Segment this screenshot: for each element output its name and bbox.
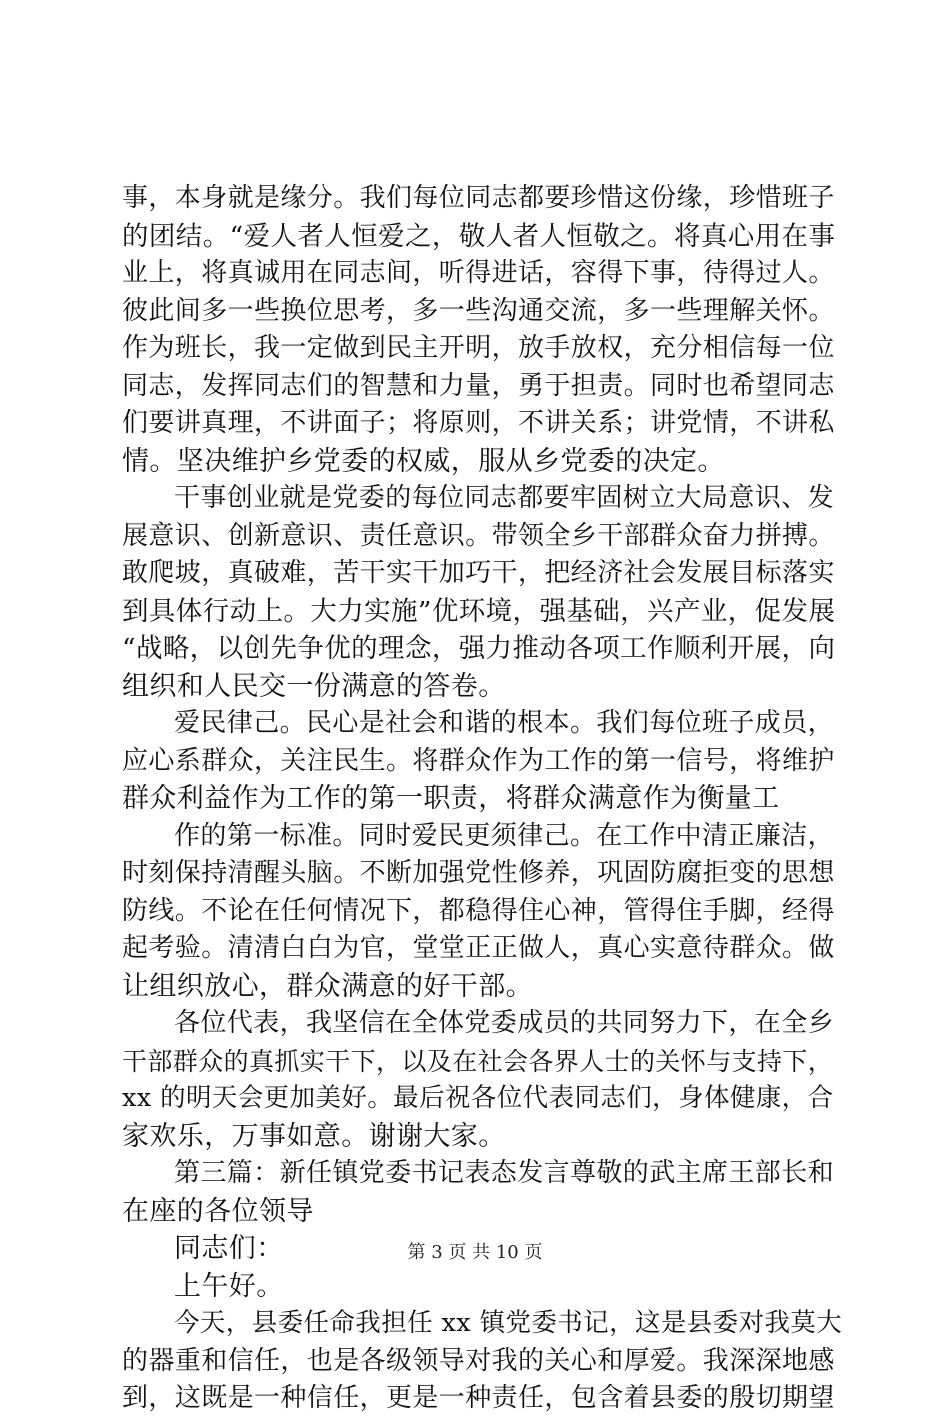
- text-line: 同志们：: [174, 1233, 284, 1264]
- text-line: 防线。不论在任何情况下，都稳得住心神，管得住手脚，经得: [122, 895, 835, 926]
- text-line: 群众利益作为工作的第一职责，将群众满意作为衡量工: [122, 783, 780, 814]
- text-line: 作为班长，我一定做到民主开明，放手放权，充分相信每一位: [122, 333, 835, 363]
- text-line: 们要讲真理，不讲面子；将原则，不讲关系；讲党情，不讲私: [122, 408, 835, 438]
- text-line: 作的第一标准。同时爱民更须律己。在工作中清正廉洁，: [174, 820, 835, 851]
- text-line: 时刻保持清醒头脑。不断加强党性修养，巩固防腐拒变的思想: [122, 858, 835, 888]
- text-line: 的器重和信任，也是各级领导对我的关心和厚爱。我深深地感: [122, 1345, 835, 1376]
- text-line: 应心系群众，关注民生。将群众作为工作的第一信号，将维护: [122, 745, 835, 776]
- text-line: 展意识、创新意识、责任意识。带领全乡干部群众奋力拼搏。: [122, 520, 835, 551]
- text-line: 的团结。“爱人者人恒爱之，敬人者人恒敬之。将真心用在事: [122, 220, 836, 252]
- text-line: 同志，发挥同志们的智慧和力量，勇于担责。同时也希望同志: [122, 370, 835, 401]
- text-line: “战略，以创先争优的理念，强力推动各项工作顺利开展，向: [122, 633, 836, 664]
- text-line: 干部群众的真抓实干下，以及在社会各界人士的关怀与支持下，: [122, 1046, 834, 1076]
- text-line: xx 的明天会更加美好。最后祝各位代表同志们，身体健康，合: [122, 1083, 834, 1113]
- text-line: 让组织放心，群众满意的好干部。: [122, 970, 533, 1002]
- page-footer: 第 3 页 共 10 页: [407, 1242, 543, 1263]
- text-line: 组织和人民交一份满意的答卷。: [122, 670, 506, 702]
- text-line: 到具体行动上。大力实施”优环境，强基础，兴产业，促发展: [122, 595, 836, 627]
- text-line: 业上，将真诚用在同志间，听得进话，容得下事，待得过人。: [122, 258, 835, 288]
- text-line: 事，本身就是缘分。我们每位同志都要珍惜这份缘，珍惜班子: [122, 183, 835, 213]
- text-line: 各位代表，我坚信在全体党委成员的共同努力下，在全乡: [174, 1008, 835, 1038]
- text-line: 干事创业就是党委的每位同志都要牢固树立大局意识、发: [174, 483, 835, 513]
- text-line: 爱民律己。民心是社会和谐的根本。我们每位班子成员，: [174, 708, 835, 738]
- text-line: 敢爬坡，真破难，苦干实干加巧干，把经济社会发展目标落实: [122, 558, 835, 588]
- text-line: 在座的各位领导: [122, 1195, 314, 1227]
- text-line: 彼此间多一些换位思考，多一些沟通交流，多一些理解关怀。: [122, 295, 835, 326]
- text-line: 起考验。清清白白为官，堂堂正正做人，真心实意待群众。做: [122, 933, 835, 963]
- text-line: 到，这既是一种信任，更是一种责任，包含着县委的殷切期望: [122, 1383, 835, 1413]
- document-body: [122, 180, 842, 1418]
- text-line: 家欢乐，万事如意。谢谢大家。: [122, 1120, 506, 1152]
- text-line: 情。坚决维护乡党委的权威，服从乡党委的决定。: [122, 445, 725, 477]
- text-line: 上午好。: [174, 1270, 284, 1302]
- text-line: 第三篇：新任镇党委书记表态发言尊敬的武主席王部长和: [174, 1158, 835, 1188]
- text-line: 今天，县委任命我担任 xx 镇党委书记，这是县委对我莫大: [174, 1308, 843, 1338]
